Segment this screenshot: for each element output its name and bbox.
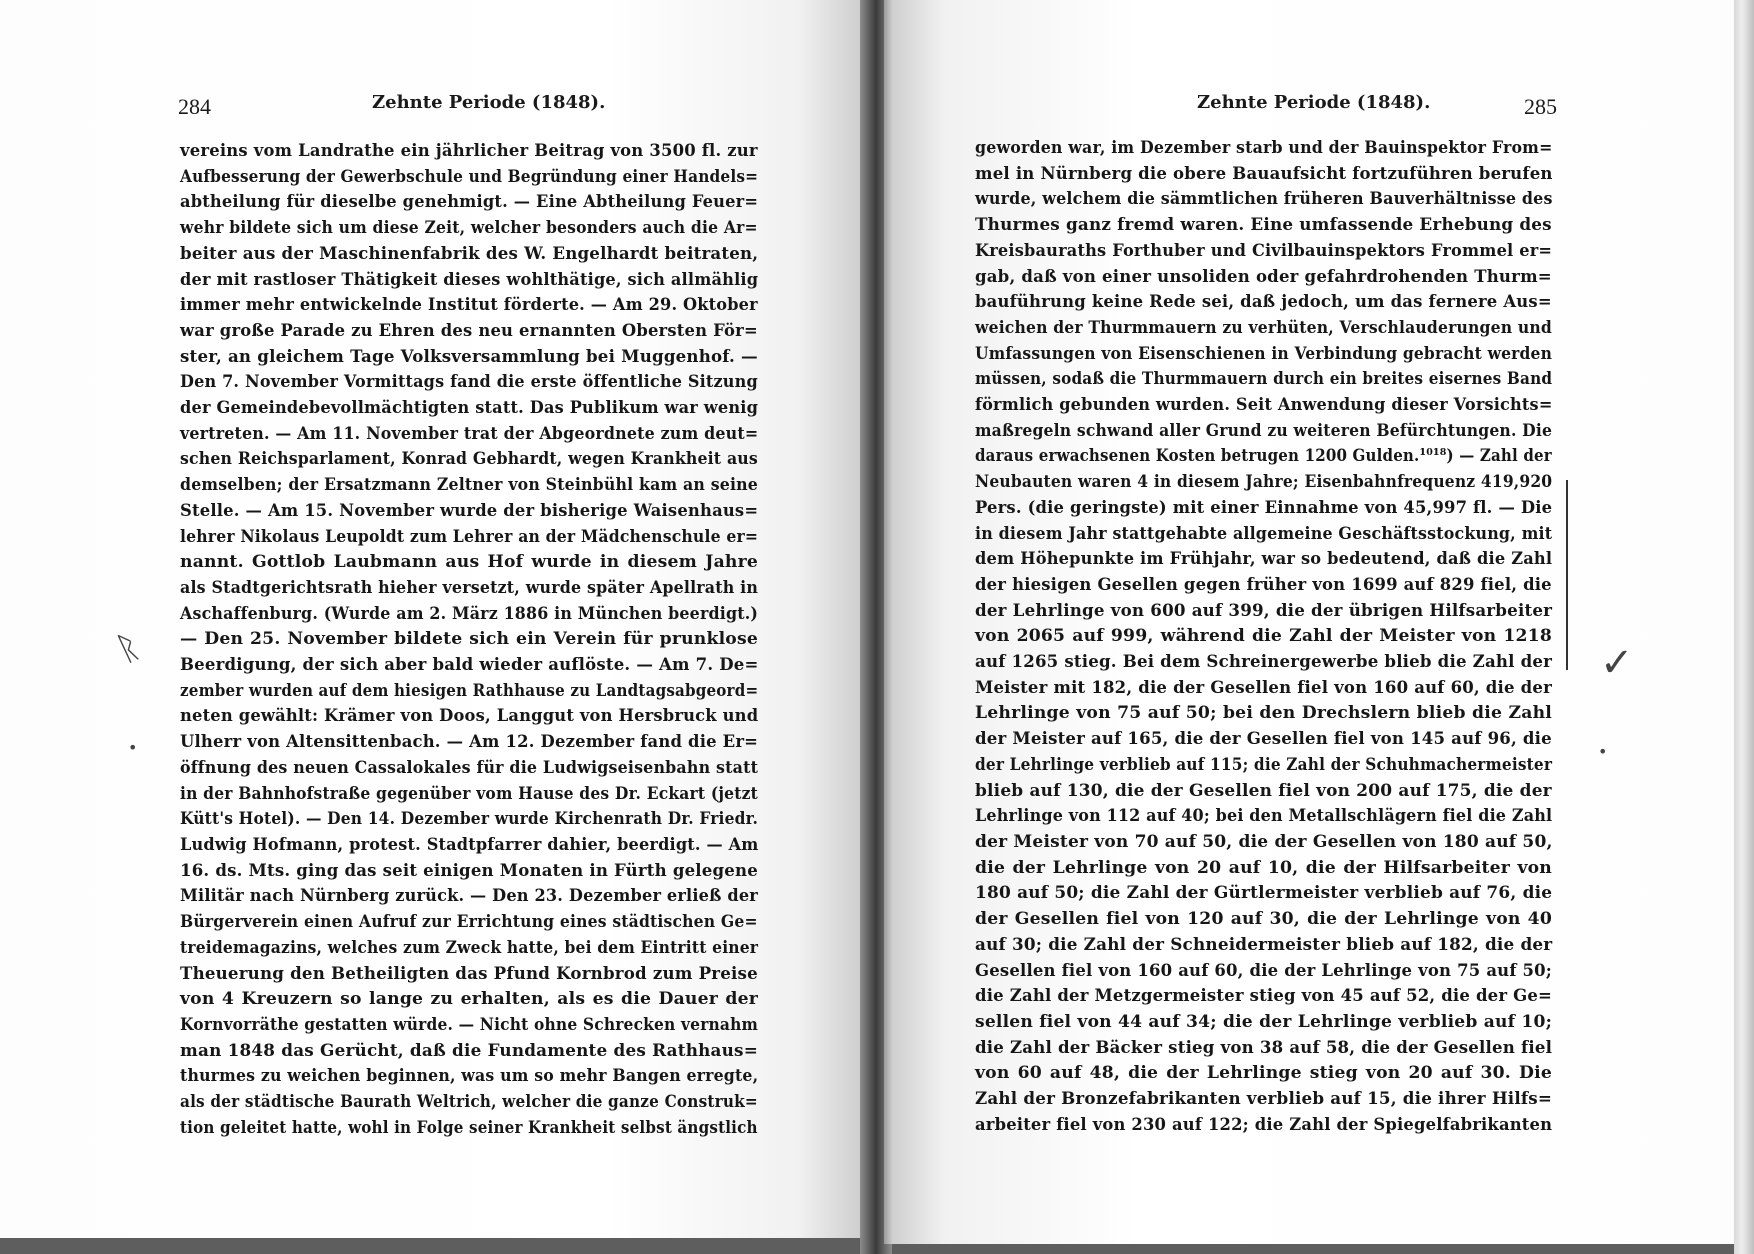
text-line: Ludwig Hofmann, protest. Stadtpfarrer dahier, beerdigt. — Am — [180, 834, 759, 855]
text-line: Pers. (die geringste) mit einer Einnahme von 45,997 fl. — Die — [975, 497, 1553, 518]
text-line: blieb auf 130, die der Gesellen fiel von 200 auf 175, die der — [975, 780, 1552, 801]
text-line: wehr bildete sich um diese Zeit, welcher besonders auch die Ar= — [180, 218, 758, 239]
text-line: Aufbesserung der Gewerbschule und Begründung einer Handels= — [180, 166, 759, 187]
text-line: beiter aus der Maschinenfabrik des W. Engelhardt beitraten, — [180, 243, 759, 264]
text-line: 180 auf 50; die Zahl der Gürtlermeister verblieb auf 76, die — [975, 883, 1553, 904]
page-edge — [1734, 0, 1754, 1254]
text-line: daraus erwachsenen Kosten betrugen 1200 Gulden.¹⁰¹⁸) — Zahl der — [975, 446, 1552, 467]
text-line: vereins vom Landrathe ein jährlicher Beitrag von 3500 fl. zur — [180, 141, 758, 161]
text-line: Zahl der Bronzefabrikanten verblieb auf 15, die ihrer Hilfs= — [975, 1089, 1553, 1110]
text-line: wurde, welchem die sämmtlichen früheren Bauverhältnisse des — [975, 189, 1553, 210]
text-line: in der Bahnhofstraße gegenüber vom Hause des Dr. Eckart (jetzt — [180, 783, 758, 804]
text-line: bauführung keine Rede sei, daß jedoch, um das fernere Aus= — [975, 292, 1552, 313]
dot-mark-icon: • — [128, 738, 138, 757]
running-head-left: Zehnte Periode (1848). — [372, 92, 606, 113]
text-line: die der Lehrlinge von 20 auf 10, die der Hilfsarbeiter von — [975, 857, 1552, 878]
text-line: der Gesellen fiel von 120 auf 30, die der Lehrlinge von 40 — [975, 909, 1552, 930]
text-line: sellen fiel von 44 auf 34; die der Lehrlinge verblieb auf 10; — [975, 1011, 1553, 1032]
text-line: gab, daß von einer unsoliden oder gefahrdrohenden Thurm= — [975, 266, 1552, 287]
text-line: ster, an gleichem Tage Volksversammlung bei Muggenhof. — — [180, 346, 758, 367]
text-line: auf 30; die Zahl der Schneidermeister blieb auf 182, die der — [975, 934, 1553, 955]
text-line: tion geleitet hatte, wohl in Folge seiner Krankheit selbst ängstlich — [180, 1117, 758, 1138]
text-line: Kornvorräthe gestatten würde. — Nicht ohne Schrecken vernahm — [180, 1014, 759, 1035]
text-line: der mit rastloser Thätigkeit dieses wohlthätige, sich allmählig — [180, 269, 759, 290]
text-line: zember wurden auf dem hiesigen Rathhause zu Landtagsabgeord= — [180, 680, 759, 701]
text-line: als Stadtgerichtsrath hieher versetzt, wurde später Apellrath in — [180, 577, 759, 598]
text-line: Beerdigung, der sich aber bald wieder auflöste. — Am 7. De= — [180, 655, 759, 676]
text-line: abtheilung für dieselbe genehmigt. — Eine Abtheilung Feuer= — [180, 192, 759, 213]
text-line: öffnung des neuen Cassalokales für die Ludwigseisenbahn statt — [180, 757, 759, 778]
text-line: Lehrlinge von 75 auf 50; bei den Drechslern blieb die Zahl — [975, 703, 1552, 724]
text-line: Stelle. — Am 15. November wurde der bisherige Waisenhaus= — [180, 500, 759, 521]
text-line: schen Reichsparlament, Konrad Gebhardt, wegen Krankheit aus — [180, 449, 758, 470]
text-line: von 2065 auf 999, während die Zahl der Meister von 1218 — [975, 626, 1552, 647]
text-line: — Den 25. November bildete sich ein Verein für prunklose — [180, 629, 758, 650]
text-line: die Zahl der Bäcker stieg von 38 auf 58, die der Gesellen fiel — [975, 1037, 1553, 1058]
page-number-left: 284 — [178, 94, 211, 119]
text-line: dem Höhepunkte im Frühjahr, war so bedeutend, daß die Zahl — [975, 549, 1553, 570]
text-line: arbeiter fiel von 230 auf 122; die Zahl der Spiegelfabrikanten — [975, 1114, 1553, 1135]
right-page-body — [975, 136, 1552, 1138]
text-line: treidemagazins, welches zum Zweck hatte, bei dem Eintritt einer — [180, 937, 759, 958]
text-line: Kreisbauraths Forthuber und Civilbauinspektors Frommel er= — [975, 240, 1553, 261]
text-line: 16. ds. Mts. ging das seit einigen Monaten in Fürth gelegene — [180, 860, 758, 881]
text-line: Neubauten waren 4 in diesem Jahre; Eisenbahnfrequenz 419,920 — [975, 472, 1553, 493]
text-line: thurmes zu weichen beginnen, was um so mehr Bangen erregte, — [180, 1066, 759, 1087]
text-line: Ulherr von Altensittenbach. — Am 12. Dezember fand die Er= — [180, 732, 759, 753]
page-number-right: 285 — [1524, 94, 1557, 119]
text-line: der Meister auf 165, die der Gesellen fiel von 145 auf 96, die — [975, 729, 1552, 750]
text-line: müssen, sodaß die Thurmmauern durch ein breites eisernes Band — [975, 369, 1553, 390]
text-line: die Zahl der Metzgermeister stieg von 45 auf 52, die der Ge= — [975, 986, 1553, 1007]
text-line: als der städtische Baurath Weltrich, welcher die ganze Construk= — [180, 1092, 758, 1113]
text-line: neten gewählt: Krämer von Doos, Langgut von Hersbruck und — [180, 706, 759, 727]
text-line: maßregeln schwand aller Grund zu weiteren Befürchtungen. Die — [975, 420, 1553, 441]
text-line: der Gemeindebevollmächtigten statt. Das Publikum war wenig — [180, 398, 759, 419]
text-line: Thurmes ganz fremd waren. Eine umfassende Erhebung des — [975, 215, 1552, 236]
text-line: war große Parade zu Ehren des neu ernannten Obersten För= — [180, 320, 758, 341]
left-page — [0, 0, 868, 1238]
text-line: demselben; der Ersatzmann Zeltner von Steinbühl kam an seine — [180, 475, 758, 496]
text-line: Theuerung den Betheiligten das Pfund Kornbrod zum Preise — [180, 963, 758, 984]
running-head-right: Zehnte Periode (1848). — [1197, 92, 1431, 113]
text-line: Kütt's Hotel). — Den 14. Dezember wurde Kirchenrath Dr. Friedr. — [180, 809, 759, 830]
text-line: von 4 Kreuzern so lange zu erhalten, als es die Dauer der — [180, 989, 758, 1010]
text-line: förmlich gebunden wurden. Seit Anwendung dieser Vorsichts= — [975, 395, 1553, 416]
pencil-mark-icon: ᚱ — [110, 625, 146, 671]
text-line: Militär nach Nürnberg zurück. — Den 23. Dezember erließ der — [180, 886, 758, 907]
text-line: geworden war, im Dezember starb und der Bauinspektor From= — [975, 138, 1553, 158]
text-line: Bürgerverein einen Aufruf zur Errichtung eines städtischen Ge= — [180, 912, 758, 933]
text-line: Umfassungen von Eisenschienen in Verbindung gebracht werden — [975, 343, 1553, 364]
dot-mark-icon: • — [1598, 742, 1608, 761]
text-line: der Meister von 70 auf 50, die der Gesellen von 180 auf 50, — [975, 831, 1553, 852]
text-line: Meister mit 182, die der Gesellen fiel von 160 auf 60, die der — [975, 677, 1552, 698]
text-line: weichen der Thurmmauern zu verhüten, Verschlauderungen und — [975, 317, 1552, 338]
text-line: immer mehr entwickelnde Institut förderte. — Am 29. Oktober — [180, 295, 758, 316]
text-line: Den 7. November Vormittags fand die erste öffentliche Sitzung — [180, 372, 758, 393]
text-line: lehrer Nikolaus Leupoldt zum Lehrer an der Mädchenschule er= — [180, 526, 759, 547]
text-line: mel in Nürnberg die obere Bauaufsicht fortzuführen berufen — [975, 163, 1553, 184]
text-line: der Lehrlinge von 600 auf 399, die der übrigen Hilfsarbeiter — [975, 600, 1553, 621]
text-line: vertreten. — Am 11. November trat der Abgeordnete zum deut= — [180, 423, 759, 444]
text-line: nannt. Gottlob Laubmann aus Hof wurde in diesem Jahre — [180, 552, 758, 573]
text-line: der hiesigen Gesellen gegen früher von 1699 auf 829 fiel, die — [975, 574, 1552, 595]
text-line: in diesem Jahr stattgehabte allgemeine Geschäftsstockung, mit — [975, 523, 1553, 544]
text-line: man 1848 das Gerücht, daß die Fundamente des Rathhaus= — [180, 1040, 758, 1061]
text-line: auf 1265 stieg. Bei dem Schreinergewerbe blieb die Zahl der — [975, 652, 1553, 673]
text-line: der Lehrlinge verblieb auf 115; die Zahl der Schuhmachermeister — [975, 754, 1553, 775]
text-line: Aschaffenburg. (Wurde am 2. März 1886 in München beerdigt.) — [180, 603, 759, 624]
text-line: Gesellen fiel von 160 auf 60, die der Lehrlinge von 75 auf 50; — [975, 960, 1553, 981]
check-mark-icon: ✓ — [1600, 640, 1634, 686]
text-line: von 60 auf 48, die der Lehrlinge stieg von 20 auf 30. Die — [975, 1063, 1552, 1084]
text-line: Lehrlinge von 112 auf 40; bei den Metallschlägern fiel die Zahl — [975, 806, 1553, 827]
margin-bracket-mark — [1566, 480, 1568, 670]
left-page-body — [180, 139, 758, 1141]
